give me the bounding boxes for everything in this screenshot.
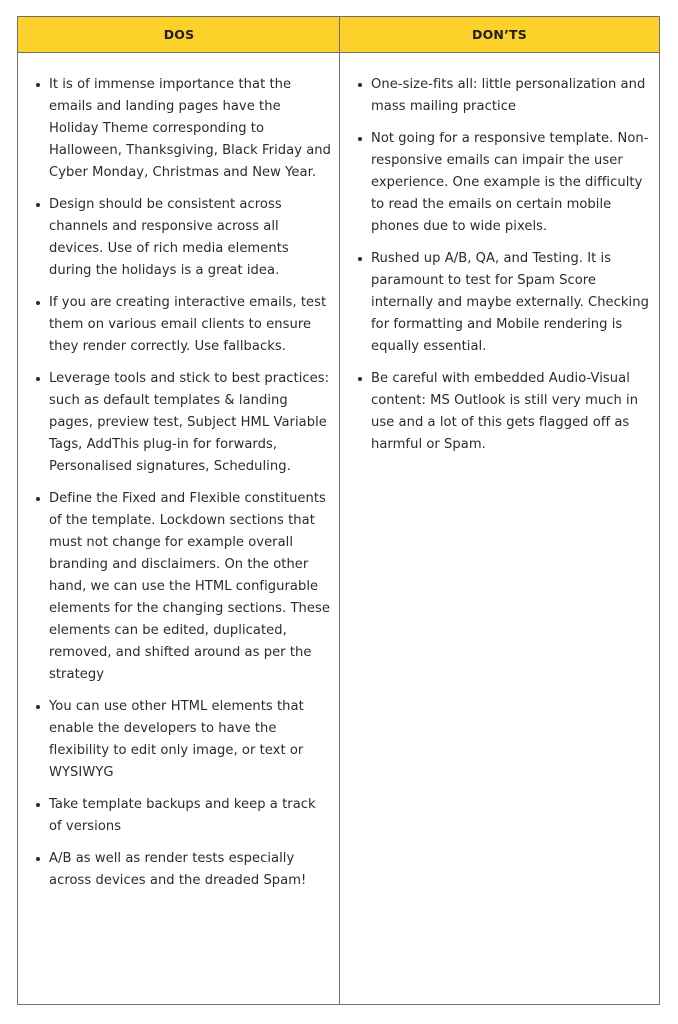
bullet-icon — [36, 497, 40, 501]
list-item — [354, 128, 650, 238]
list-item — [354, 368, 650, 456]
donts-header: DON’TS — [472, 27, 527, 42]
bullet-icon — [358, 137, 362, 141]
list-item — [32, 292, 332, 358]
list-item — [32, 696, 332, 784]
list-item — [32, 74, 332, 184]
donts-item-text: Not going for a responsive template. Non-responsive emails can impair the user experience. One example is the difficulty to read the emails on certain mobile phones due to wide pixels. — [371, 131, 649, 234]
bullet-icon — [36, 203, 40, 207]
bullet-icon — [36, 301, 40, 305]
list-item — [32, 794, 332, 838]
donts-item-text: Rushed up A/B, QA, and Testing. It is paramount to test for Spam Score internally and maybe externally. Checking for formatting and Mobile rendering is equally essential. — [371, 251, 649, 354]
dos-item-text: It is of immense importance that the emails and landing pages have the Holiday Theme corresponding to Halloween, Thanksgiving, Black Friday and Cyber Monday, Christmas and New Year. — [49, 77, 332, 180]
dos-item-text: If you are creating interactive emails, test them on various email clients to ensure they render correctly. Use fallbacks. — [49, 295, 327, 354]
bullet-icon — [36, 377, 40, 381]
list-item — [354, 74, 650, 118]
dos-item-text: Define the Fixed and Flexible constituents of the template. Lockdown sections that must not change for example overall branding and disclaimers. On the other hand, we can use the HTML configurable elements for the changing sections. These elements can be edited, duplicated, removed, and shifted around as per the strategy — [49, 491, 330, 682]
bullet-icon — [36, 857, 40, 861]
list-item — [32, 194, 332, 282]
bullet-icon — [36, 803, 40, 807]
column-divider — [339, 17, 340, 1004]
dos-column — [32, 53, 332, 902]
dos-donts-table — [17, 16, 660, 1005]
donts-item-text: Be careful with embedded Audio-Visual content: MS Outlook is still very much in use and a lot of this gets flagged off as harmful or Spam. — [371, 371, 639, 452]
donts-column — [354, 53, 650, 466]
dos-item-text: Take template backups and keep a track of versions — [49, 797, 316, 834]
donts-list — [354, 74, 650, 456]
dos-item-text: Design should be consistent across channels and responsive across all devices. Use of rich media elements during the holidays is a great idea. — [49, 197, 289, 278]
dos-list — [32, 74, 332, 892]
bullet-icon — [36, 705, 40, 709]
dos-item-text: A/B as well as render tests especially across devices and the dreaded Spam! — [49, 851, 307, 888]
donts-item-text: One-size-fits all: little personalization and mass mailing practice — [371, 77, 646, 114]
bullet-icon — [358, 83, 362, 87]
bullet-icon — [358, 257, 362, 261]
list-item — [354, 248, 650, 358]
dos-item-text: You can use other HTML elements that enable the developers to have the flexibility to edit only image, or text or WYSIWYG — [49, 699, 304, 780]
bullet-icon — [36, 83, 40, 87]
dos-item-text: Leverage tools and stick to best practices: such as default templates & landing pages, preview test, Subject HML Variable Tags, AddThis plug-in for forwards, Personalised signatures, Scheduling. — [49, 371, 330, 474]
dos-header: DOS — [163, 27, 195, 42]
list-item — [32, 368, 332, 478]
bullet-icon — [358, 377, 362, 381]
list-item — [32, 488, 332, 686]
list-item — [32, 848, 332, 892]
